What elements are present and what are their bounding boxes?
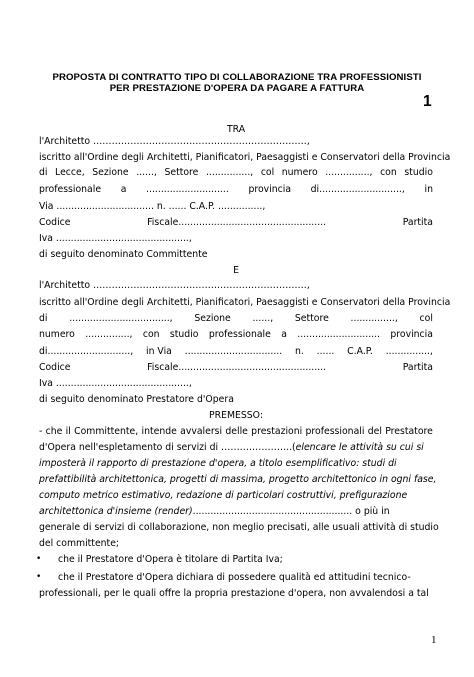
premesso-line-2: d'Opera nell'espletamento di servizi di …………………..(elencare le attività su cui si (39, 442, 424, 453)
prestatore-line-5: di............................, in Via ................................. n. ...... C.A.P. ..............., (39, 346, 433, 357)
prestatore-line-1: l'Architetto ……………………………………………………………, (39, 280, 310, 291)
prestatore-line-4: numero ..............., con studio professionale a ............................ provincia (39, 329, 433, 340)
committente-line-3: di Lecce, Sezione ......, Settore ..............., col numero ..............., con studio (39, 167, 433, 178)
committente-line-6: Codice Fiscale.................................................. Partita (39, 217, 433, 228)
committente-line-4: professionale a ............................ provincia di............................, in (39, 184, 433, 195)
bullet-icon: • (36, 572, 42, 582)
premesso-bullet-2: che il Prestatore d'Opera dichiara di possedere qualità ed attitudini tecnico- (58, 572, 411, 583)
prestatore-line-7: Iva ............................................., (39, 378, 192, 389)
prestatore-line-2: iscritto all'Ordine degli Architetti, Pianificatori, Paesaggisti e Conservatori della Provincia (39, 297, 451, 308)
page-badge: 1 (423, 93, 432, 110)
section-premesso: PREMESSO: (209, 410, 263, 421)
document-title-line-1: PROPOSTA DI CONTRATTO TIPO DI COLLABORAZIONE TRA PROFESSIONISTI (52, 72, 422, 83)
bullet-icon: • (36, 554, 42, 564)
prestatore-line-8: di seguito denominato Prestatore d'Opera (39, 394, 234, 405)
premesso-line-7: generale di servizi di collaborazione, non meglio precisati, alle usuali attività di studio (39, 522, 439, 533)
section-e: E (233, 265, 239, 276)
section-tra: TRA (226, 124, 246, 135)
premesso-line-6: architettonica d'insieme (render)...................................................... o più in (39, 506, 390, 517)
committente-line-5: Via ................................. n. ...... C.A.P. ..............., (39, 201, 266, 212)
committente-line-8: di seguito denominato Committente (39, 249, 208, 260)
prestatore-line-6: Codice Fiscale.................................................. Partita (39, 362, 433, 373)
premesso-line-3: imposterà il rapporto di prestazione d'opera, a titolo esemplificativo: studi di (39, 458, 397, 469)
premesso-bullet-1: che il Prestatore d'Opera è titolare di Partita Iva; (58, 554, 283, 565)
committente-line-7: Iva ............................................., (39, 233, 192, 244)
document-title-line-2: PER PRESTAZIONE D'OPERA DA PAGARE A FATTURA (109, 83, 365, 94)
premesso-line-8: del committente; (39, 538, 120, 549)
premesso-bullet-2-cont: professionali, per le quali offre la propria prestazione d'opera, non avvalendosi a tal (39, 588, 429, 599)
premesso-line-5: computo metrico estimativo, redazione di particolari costruttivi, prefigurazione (39, 490, 408, 501)
committente-line-1: l'Architetto ……………………………………………………………, (39, 136, 310, 147)
prestatore-line-3: di .................................., Sezione ......, Settore ..............., col (39, 313, 433, 324)
premesso-line-4: prefattibilità architettonica, progetti di massima, progetto architettonico in ogni fase, (39, 474, 437, 485)
page-number: 1 (431, 634, 437, 646)
premesso-line-1: - che il Committente, intende avvalersi delle prestazioni professionali del Prestatore (39, 426, 433, 437)
committente-line-2: iscritto all'Ordine degli Architetti, Pianificatori, Paesaggisti e Conservatori della Provincia (39, 152, 451, 163)
